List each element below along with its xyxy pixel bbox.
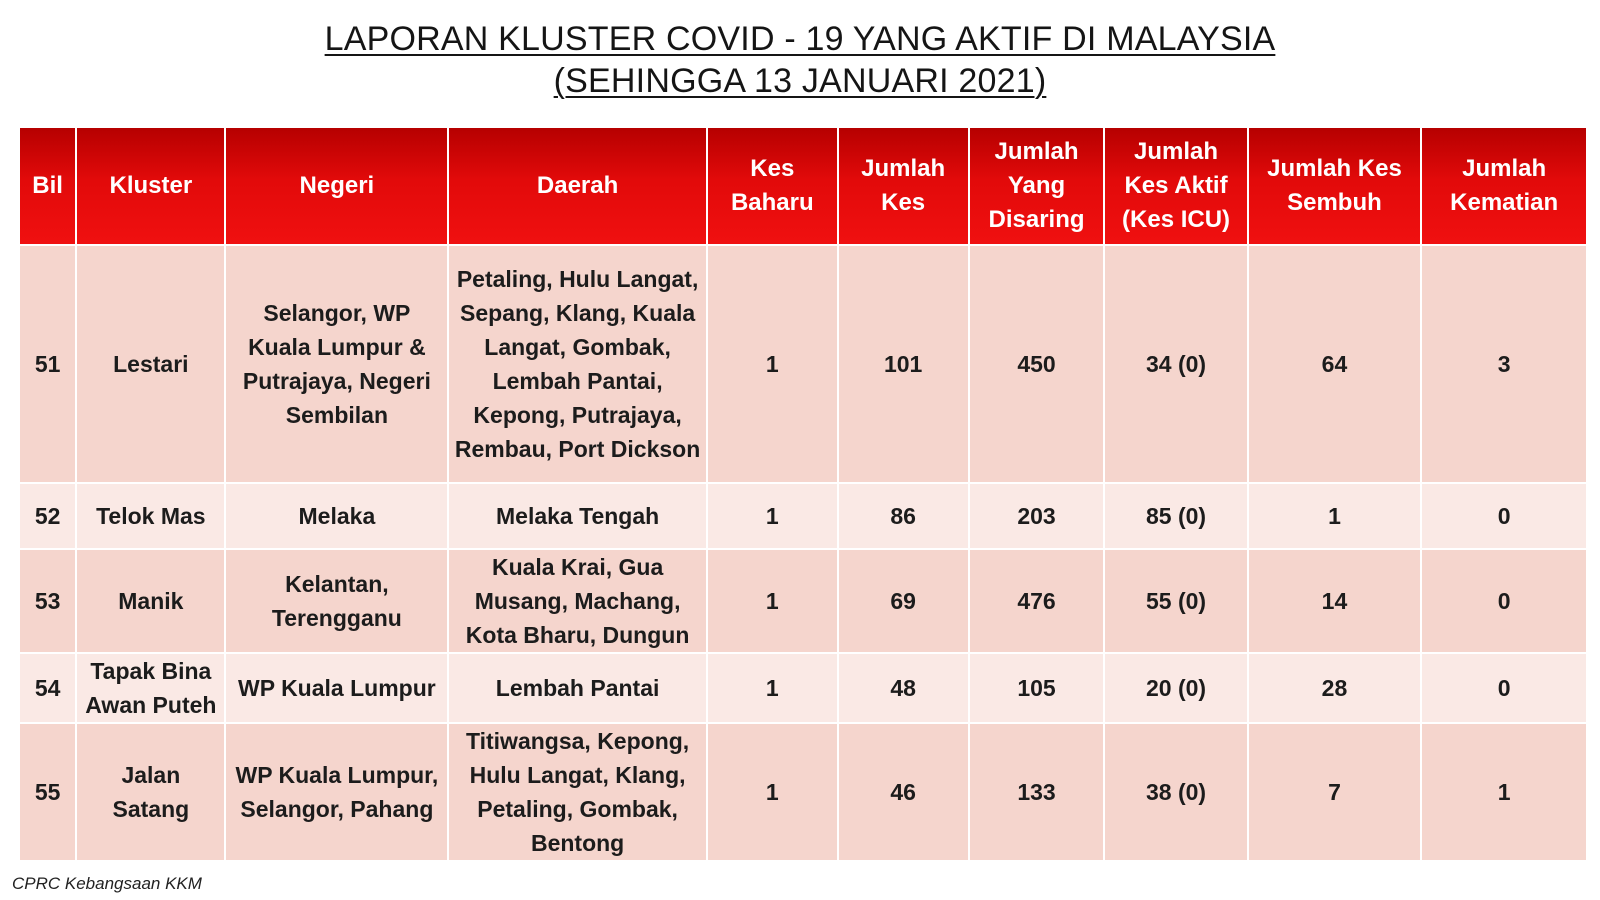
cell-negeri: Melaka <box>225 483 448 549</box>
source-credit: CPRC Kebangsaan KKM <box>12 874 202 893</box>
report-title <box>0 18 1600 102</box>
header-jumlah-kes: Jumlah Kes <box>838 127 969 245</box>
cell-jumlah-kes-aktif: 20 (0) <box>1104 653 1247 723</box>
header-bil: Bil <box>19 127 76 245</box>
cell-kluster: Manik <box>76 549 225 653</box>
cell-jumlah-kes-sembuh: 14 <box>1248 549 1422 653</box>
table-row <box>19 723 1587 861</box>
cell-bil: 55 <box>19 723 76 861</box>
header-jumlah-kes-aktif: Jumlah Kes Aktif (Kes ICU) <box>1104 127 1247 245</box>
cell-daerah: Melaka Tengah <box>448 483 707 549</box>
cell-daerah: Lembah Pantai <box>448 653 707 723</box>
cell-jumlah-kes-aktif: 55 (0) <box>1104 549 1247 653</box>
header-jumlah-kes-sembuh: Jumlah Kes Sembuh <box>1248 127 1422 245</box>
cell-daerah: Kuala Krai, Gua Musang, Machang, Kota Bharu, Dungun <box>448 549 707 653</box>
cell-jumlah-kematian: 0 <box>1421 549 1587 653</box>
header-kes-baharu: Kes Baharu <box>707 127 838 245</box>
cell-jumlah-kematian: 1 <box>1421 723 1587 861</box>
header-jumlah-disaring: Jumlah Yang Disaring <box>969 127 1105 245</box>
cell-kes-baharu: 1 <box>707 549 838 653</box>
cell-daerah: Petaling, Hulu Langat, Sepang, Klang, Kuala Langat, Gombak, Lembah Pantai, Kepong, Putrajaya, Rembau, Port Dickson <box>448 245 707 483</box>
header-negeri: Negeri <box>225 127 448 245</box>
cell-kes-baharu: 1 <box>707 653 838 723</box>
cell-jumlah-kes: 101 <box>838 245 969 483</box>
cell-kes-baharu: 1 <box>707 483 838 549</box>
cell-bil: 53 <box>19 549 76 653</box>
header-kluster: Kluster <box>76 127 225 245</box>
cell-jumlah-kes-aktif: 34 (0) <box>1104 245 1247 483</box>
cell-jumlah-disaring: 105 <box>969 653 1105 723</box>
table-row <box>19 653 1587 723</box>
cell-jumlah-kematian: 0 <box>1421 653 1587 723</box>
cluster-table <box>18 126 1588 862</box>
cell-jumlah-kes: 46 <box>838 723 969 861</box>
cell-jumlah-kematian: 0 <box>1421 483 1587 549</box>
cell-kluster: Jalan Satang <box>76 723 225 861</box>
cell-jumlah-kes-sembuh: 28 <box>1248 653 1422 723</box>
cell-jumlah-disaring: 133 <box>969 723 1105 861</box>
cell-kluster: Telok Mas <box>76 483 225 549</box>
cell-bil: 52 <box>19 483 76 549</box>
cell-kes-baharu: 1 <box>707 245 838 483</box>
cell-negeri: Selangor, WP Kuala Lumpur & Putrajaya, Negeri Sembilan <box>225 245 448 483</box>
cell-jumlah-kes-sembuh: 1 <box>1248 483 1422 549</box>
cell-negeri: WP Kuala Lumpur, Selangor, Pahang <box>225 723 448 861</box>
cell-kluster: Lestari <box>76 245 225 483</box>
cell-jumlah-kematian: 3 <box>1421 245 1587 483</box>
cell-kes-baharu: 1 <box>707 723 838 861</box>
cell-negeri: Kelantan, Terengganu <box>225 549 448 653</box>
cell-daerah: Titiwangsa, Kepong, Hulu Langat, Klang, Petaling, Gombak, Bentong <box>448 723 707 861</box>
table-row <box>19 245 1587 483</box>
header-jumlah-kematian: Jumlah Kematian <box>1421 127 1587 245</box>
cell-bil: 54 <box>19 653 76 723</box>
header-daerah: Daerah <box>448 127 707 245</box>
cell-jumlah-kes: 69 <box>838 549 969 653</box>
cell-bil: 51 <box>19 245 76 483</box>
table-row <box>19 549 1587 653</box>
title-line-2: (SEHINGGA 13 JANUARI 2021) <box>553 62 1047 100</box>
cell-jumlah-disaring: 203 <box>969 483 1105 549</box>
table-row <box>19 483 1587 549</box>
cell-jumlah-kes: 86 <box>838 483 969 549</box>
cell-jumlah-disaring: 450 <box>969 245 1105 483</box>
cell-jumlah-disaring: 476 <box>969 549 1105 653</box>
cell-jumlah-kes: 48 <box>838 653 969 723</box>
cell-jumlah-kes-aktif: 38 (0) <box>1104 723 1247 861</box>
table-header-row <box>19 127 1587 245</box>
cell-jumlah-kes-sembuh: 64 <box>1248 245 1422 483</box>
cell-negeri: WP Kuala Lumpur <box>225 653 448 723</box>
title-line-1: LAPORAN KLUSTER COVID - 19 YANG AKTIF DI MALAYSIA <box>324 20 1276 58</box>
cell-jumlah-kes-sembuh: 7 <box>1248 723 1422 861</box>
cell-kluster: Tapak Bina Awan Puteh <box>76 653 225 723</box>
cell-jumlah-kes-aktif: 85 (0) <box>1104 483 1247 549</box>
